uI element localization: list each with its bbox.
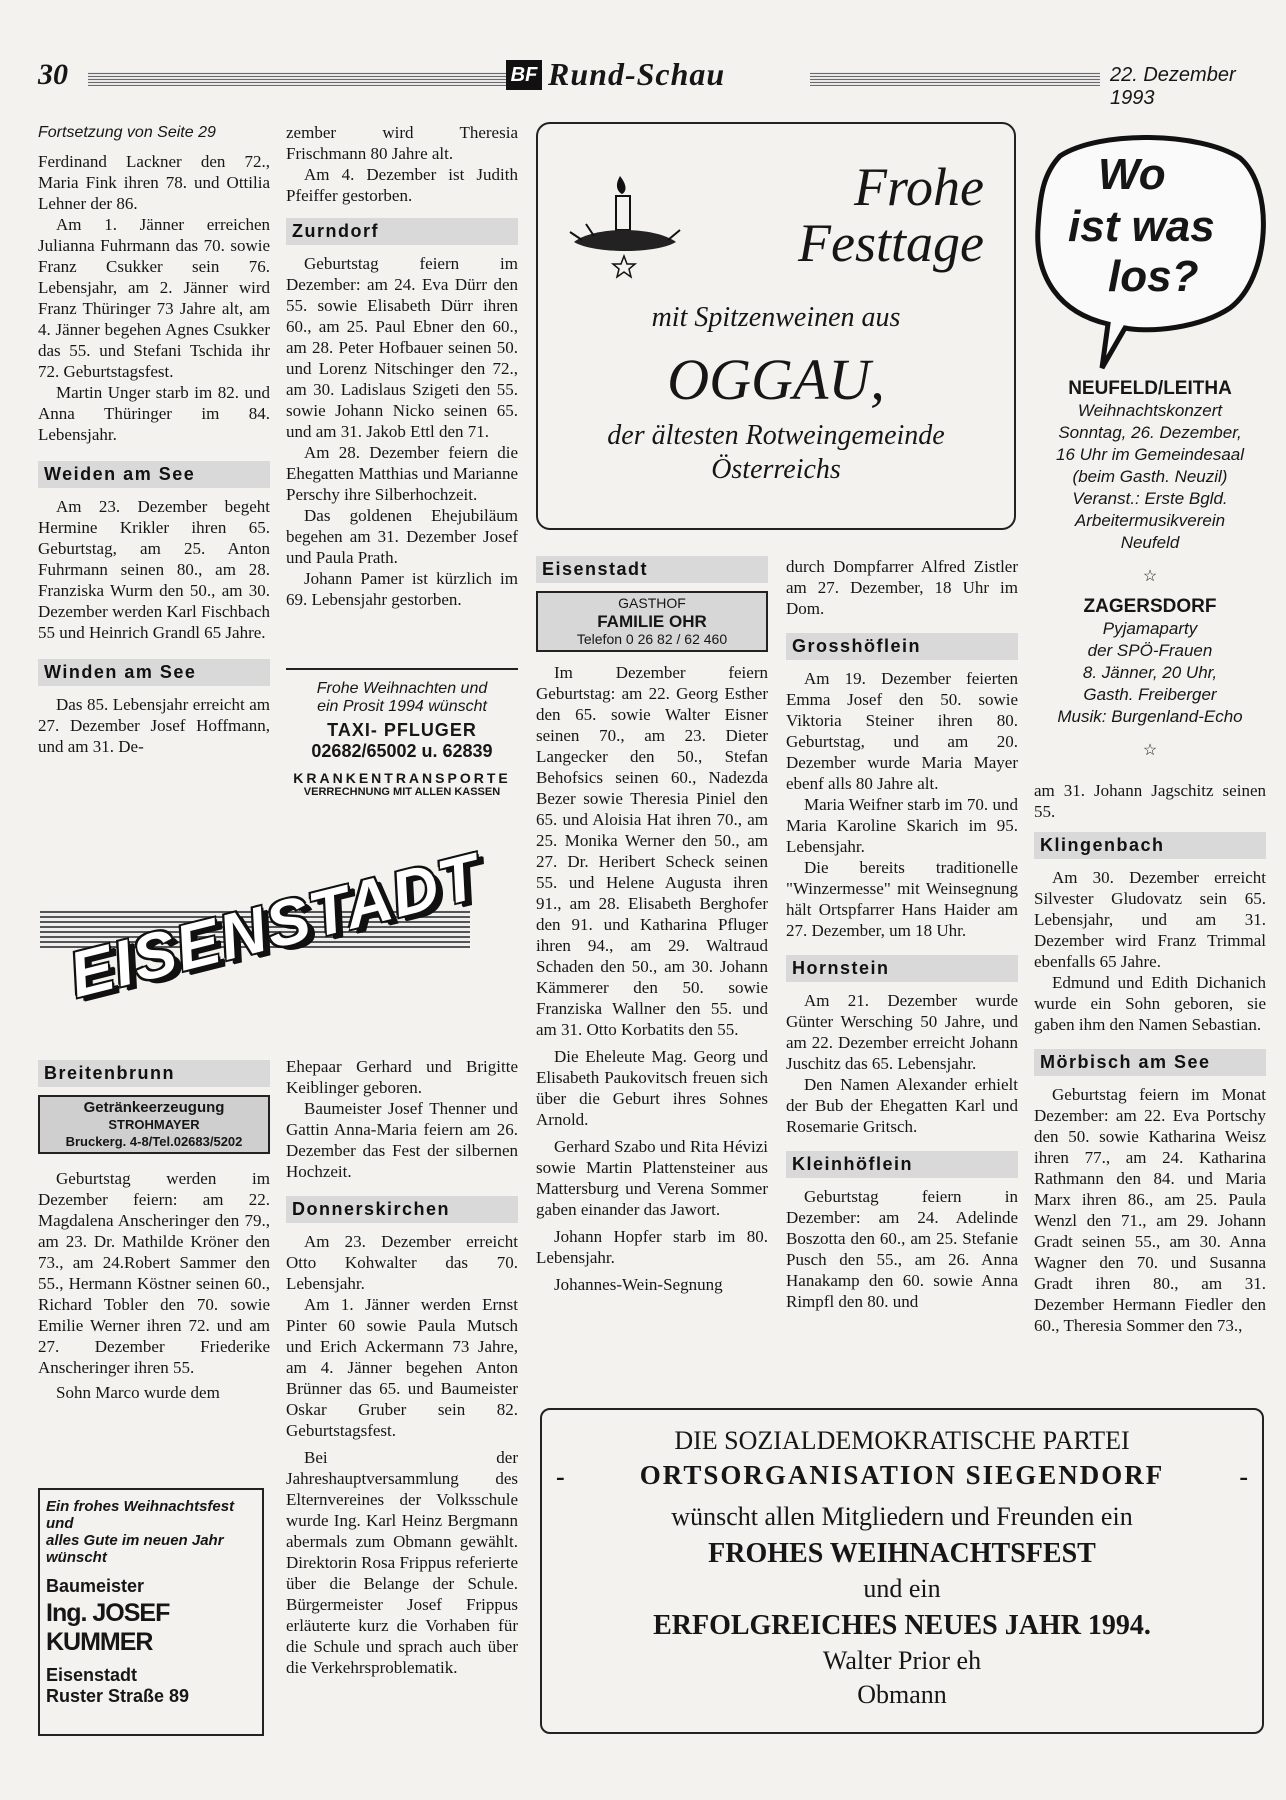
event-line: 8. Jänner, 20 Uhr, [1082,663,1218,682]
taxi-ad-line: VERRECHNUNG MIT ALLEN KASSEN [303,786,501,798]
paragraph: Maria Weifner starb im 70. und Maria Karoline Skarich im 95. Lebensjahr. [786,795,1018,856]
paragraph: Ferdinand Lackner den 72., Maria Fink ihren 78. und Ottilia Lehner der 86. [38,152,270,213]
event-line: Neufeld [1120,533,1180,552]
column-1-top [38,122,270,757]
event-line: Weihnachtskonzert [1077,401,1223,420]
section-heading-moerbisch: Mörbisch am See [1034,1049,1266,1076]
paragraph: Die bereits traditionelle "Winzermesse" mit Weinsegnung hält Ortspfarrer Hans Haider am 27. Dezember, um 18 Uhr. [786,858,1018,940]
section-heading-weiden: Weiden am See [38,461,270,488]
oggau-ad [536,122,1016,530]
paragraph: Geburtstag werden im Dezember feiern: am 22. Magdalena Anscheringer den 79., am 23. Dr. Mathilde Kröner den 73., am 24.Robert Sammer den 55., Hermann Köstner seinen 60., Richard Tobler den 70. sowie Emilie Werner ihren 72. und am 27. Dezember Friederike Anscheringer ihren 55. [38,1169,270,1377]
header-rule-right [810,72,1100,86]
oggau-line: Österreichs [711,454,841,485]
spoe-line: ERFOLGREICHES NEUES JAHR 1994. [653,1610,1151,1641]
star-icon: ☆ [1142,568,1158,585]
taxi-phone: 02682/65002 u. 62839 [311,741,493,761]
candle-icon [564,170,684,280]
bubble-text: ist was [1068,202,1215,251]
event-line: Musik: Burgenland-Echo [1057,707,1243,726]
paragraph: Ehepaar Gerhard und Brigitte Keiblinger geboren. [286,1057,518,1097]
event-line: der SPÖ-Frauen [1087,641,1213,660]
event-line: Pyjamaparty [1102,619,1198,638]
spoe-dash: - [1239,1462,1248,1491]
section-heading-eisenstadt: Eisenstadt [536,556,768,583]
event-line: Gasth. Freiberger [1083,685,1217,704]
section-heading-zurndorf: Zurndorf [286,218,518,245]
oggau-title: Festtage [798,213,984,273]
continuation-note: Fortsetzung von Seite 29 [38,124,216,141]
column-1-bottom [38,1060,270,1403]
section-heading-breitenbrunn: Breitenbrunn [38,1060,270,1087]
paragraph: zember wird Theresia Frischmann 80 Jahre alt. [286,123,518,163]
taxi-ad-line: KRANKENTRANSPORTE [293,770,511,786]
kummer-line: Baumeister [46,1576,145,1596]
section-heading-klingenbach: Klingenbach [1034,832,1266,859]
taxi-name: TAXI- PFLUGER [327,720,477,740]
event-line: (beim Gasth. Neuzil) [1072,467,1228,486]
star-icon: ☆ [1142,742,1158,759]
strohmayer-line: Bruckerg. 4-8/Tel.02683/5202 [65,1134,243,1149]
oggau-line: der ältesten Rotweingemeinde [607,420,945,451]
column-2-bottom [286,1056,518,1678]
kummer-line: Ein frohes Weihnachtsfest [46,1498,235,1515]
spoe-org: ORTSORGANISATION SIEGENDORF [639,1460,1165,1490]
taxi-ad [286,668,518,820]
paragraph: durch Dompfarrer Alfred Zistler am 27. Dezember, 18 Uhr im Dom. [786,557,1018,618]
spoe-org-row [542,1460,1262,1500]
logo-mark: BF [506,60,542,90]
gasthof-name: FAMILIE OHR [597,612,707,631]
kummer-line: Ruster Straße 89 [46,1686,190,1706]
gasthof-line: GASTHOF [618,595,686,611]
kummer-line: alles Gute im neuen Jahr [46,1532,224,1549]
paragraph: Das goldenen Ehejubiläum begehen am 31. Dezember Josef und Paula Prath. [286,506,518,567]
spoe-line: und ein [863,1574,941,1603]
events-list [1030,378,1270,760]
paragraph: am 31. Johann Jagschitz seinen 55. [1034,781,1266,821]
paragraph: Am 30. Dezember erreicht Silvester Gludovatz sein 65. Lebensjahr, und am 31. Dezember wird Franz Trimmal ebenfalls 65 Jahre. [1034,868,1266,971]
section-heading-winden: Winden am See [38,659,270,686]
paragraph: Im Dezember feiern Geburtstag: am 22. Georg Esther den 65. sowie Walter Eisner seinen 70., am 23. Dieter Langecker den 50., Stefan Behofsics seinen 60., Nadezda Bezer sowie Theresia Piniel den 65. und Aloisia Hat ihren 70., am 25. Monika Werner den 50., am 27. Dr. Heribert Scheck seinen 55. und Helene Augusta ihren 91., am 28. Elisabeth Berghofer den 91. und Katharina Pfluger ihren 94., am 29. Waltraud Schaden den 50., am 30. Johann Kämmerer den 50. sowie Franziska Wallner den 55. und am 31. Otto Korbatits den 55. [536,663,768,1039]
spoe-ad [540,1408,1264,1734]
page-number: 30 [38,58,68,91]
paragraph: Johannes-Wein-Segnung [554,1275,723,1294]
bubble-text: los? [1108,252,1199,301]
header-rule-left [88,72,508,86]
event-line: Arbeitermusikverein [1074,511,1226,530]
oggau-town: OGGAU, [667,347,885,412]
column-3 [536,556,768,1295]
paragraph: Am 28. Dezember feiern die Ehegatten Matthias und Marianne Perschy ihre Silberhochzeit. [286,443,518,504]
kummer-line: wünscht [46,1549,107,1566]
paragraph: Den Namen Alexander erhielt der Bub der Ehegatten Karl und Rosemarie Gritsch. [786,1075,1018,1136]
header-date: 22. Dezember 1993 [1110,64,1236,109]
section-heading-grosshoeflein: Grosshöflein [786,633,1018,660]
paragraph: Am 23. Dezember begeht Hermine Krikler ihren 65. Geburtstag, am 25. Anton Fuhrmann seinen 80., am 28. Franziska Wurm den 50., am 30. Dezember werden Karl Fischbach 55 und Heinrich Grandl 65 Jahre. [38,497,270,642]
spoe-line: FROHES WEIHNACHTSFEST [708,1538,1096,1569]
paragraph: Edmund und Edith Dichanich wurde ein Sohn geboren, sie gaben ihm den Namen Sebastian. [1034,973,1266,1034]
paragraph: Am 4. Dezember ist Judith Pfeiffer gestorben. [286,165,518,205]
spoe-dash: - [556,1462,565,1491]
paragraph: Baumeister Josef Thenner und Gattin Anna-Maria feiern am 26. Dezember das Fest der silbernen Hochzeit. [286,1099,518,1181]
paragraph: Johann Hopfer starb im 80. Lebensjahr. [536,1227,768,1267]
strohmayer-ad [38,1095,270,1154]
event-place: NEUFELD/LEITHA [1068,378,1232,399]
logo-title: Rund-Schau [548,56,726,92]
column-4 [786,556,1018,1312]
column-2-top [286,122,518,610]
paragraph: Bei der Jahreshauptversammlung des Elternvereines der Volksschule wurde Ing. Karl Heinz Bergmann abermals zum Obmann gewählt. Direktorin Rosa Frippus referierte über die Belange der Schule. Bürgermeister Josef Frippus erläuterte kurz die Vorhaben für die Schule und sprach auch über die Verkehrsproblematik. [286,1448,518,1677]
paragraph: Die Eheleute Mag. Georg und Elisabeth Paukovitsch freuen sich über die Geburt ihres Sohnes Arnold. [536,1047,768,1129]
paragraph: Das 85. Lebensjahr erreicht am 27. Dezember Josef Hoffmann, und am 31. De- [38,695,270,756]
column-5 [1034,780,1266,1336]
spoe-line: wünscht allen Mitgliedern und Freunden ein [671,1502,1133,1531]
taxi-ad-line: ein Prosit 1994 wünscht [317,698,487,715]
event-line: 16 Uhr im Gemeindesaal [1055,445,1245,464]
event-place: ZAGERSDORF [1083,596,1217,617]
event-line: Veranst.: Erste Bgld. [1072,489,1228,508]
strohmayer-name: STROHMAYER [108,1117,200,1132]
spoe-line: Obmann [857,1680,947,1709]
paragraph: Geburtstag feiern in Dezember: am 24. Adelinde Boszotta den 60., am 25. Stefanie Pusch den 55., am 26. Anna Hanakamp den 60. sowie Anna Rimpfl den 80. und [786,1187,1018,1311]
paragraph: Geburtstag feiern im Monat Dezember: am 22. Eva Portschy den 50. sowie Katharina Weisz ihren 77., am 24. Katharina Rathmann den 84. und Maria Marx ihren 86., am 25. Paula Wenzl den 71., am 29. Johann Gradt seinen 55., am 30. Anna Wagner den 70. und Susanna Gradt ihren 80., am 31. Dezember Hermann Fiedler den 60., Theresia Sommer den 73., [1034,1085,1266,1335]
eisenstadt-banner: EISENSTADT [62,839,488,1012]
paragraph: Martin Unger starb im 82. und Anna Thüringer im 84. Lebensjahr. [38,383,270,444]
paragraph: Am 1. Jänner erreichen Julianna Fuhrmann das 70. sowie Franz Csukker sein 76. Lebensjahr, am 2. Jänner wird Franz Thüringer 73 Jahre alt, am 4. Jänner begehen Agnes Csukker das 55. und Stefani Tschida ihr 72. Geburtstagsfest. [38,215,270,381]
paragraph: Gerhard Szabo und Rita Hévizi sowie Martin Plattensteiner aus Mattersburg und Verena Sommer gaben einander das Jawort. [536,1137,768,1219]
paragraph: Geburtstag feiern im Dezember: am 24. Eva Dürr den 55. sowie Elisabeth Dürr ihren 60., am 25. Paul Ebner den 60., am 28. Peter Hofbauer seinen 50. und Lorenz Nitschinger den 72., am 30. Ladislaus Szigeti den 55. sowie Johann Nicko seinen 65. und am 31. Jakob Ettl den 71. [286,254,518,441]
gasthof-phone: Telefon 0 26 82 / 62 460 [576,631,728,647]
wo-ist-was-los [1030,128,1270,759]
taxi-ad-line: Frohe Weihnachten und [316,680,488,697]
page-header [30,56,1270,109]
section-heading-donnerskirchen: Donnerskirchen [286,1196,518,1223]
section-heading-kleinhoeflein: Kleinhöflein [786,1151,1018,1178]
spoe-line: Walter Prior eh [822,1646,982,1675]
paragraph: Sohn Marco wurde dem [56,1383,220,1402]
paragraph: Am 23. Dezember erreicht Otto Kohwalter das 70. Lebensjahr. [286,1232,518,1293]
spoe-line: DIE SOZIALDEMOKRATISCHE PARTEI [674,1426,1130,1455]
kummer-line: und [46,1515,74,1532]
oggau-title: Frohe [854,157,984,217]
strohmayer-line: Getränkeerzeugung [83,1099,225,1116]
kummer-ad [38,1488,264,1736]
bubble-text: Wo [1098,150,1166,199]
section-heading-hornstein: Hornstein [786,955,1018,982]
paragraph: Am 1. Jänner werden Ernst Pinter 60 sowie Paula Mutsch und Erich Ackermann 73 Jahre, am 4. Jänner begehen Anton Brünner das 65. und Baumeister Oskar Gruber sein 82. Geburtstagsfest. [286,1295,518,1440]
paragraph: Johann Pamer ist kürzlich im 69. Lebensjahr gestorben. [286,569,518,609]
paragraph: Am 19. Dezember feierten Emma Josef den 50. sowie Viktoria Steiner ihren 80. Geburtstag, und am 20. Dezember wurde Maria Mayer ebenf alls 80 Jahre alt. [786,669,1018,793]
gasthof-ad [536,591,768,652]
paragraph: Am 21. Dezember wurde Günter Wersching 50 Jahre, und am 22. Dezember erreicht Johann Juschitz das 65. Lebensjahr. [786,991,1018,1073]
kummer-line: Eisenstadt [46,1665,138,1685]
event-line: Sonntag, 26. Dezember, [1058,423,1242,442]
kummer-name: Ing. JOSEF KUMMER [46,1599,170,1656]
oggau-line: mit Spitzenweinen aus [651,302,901,333]
